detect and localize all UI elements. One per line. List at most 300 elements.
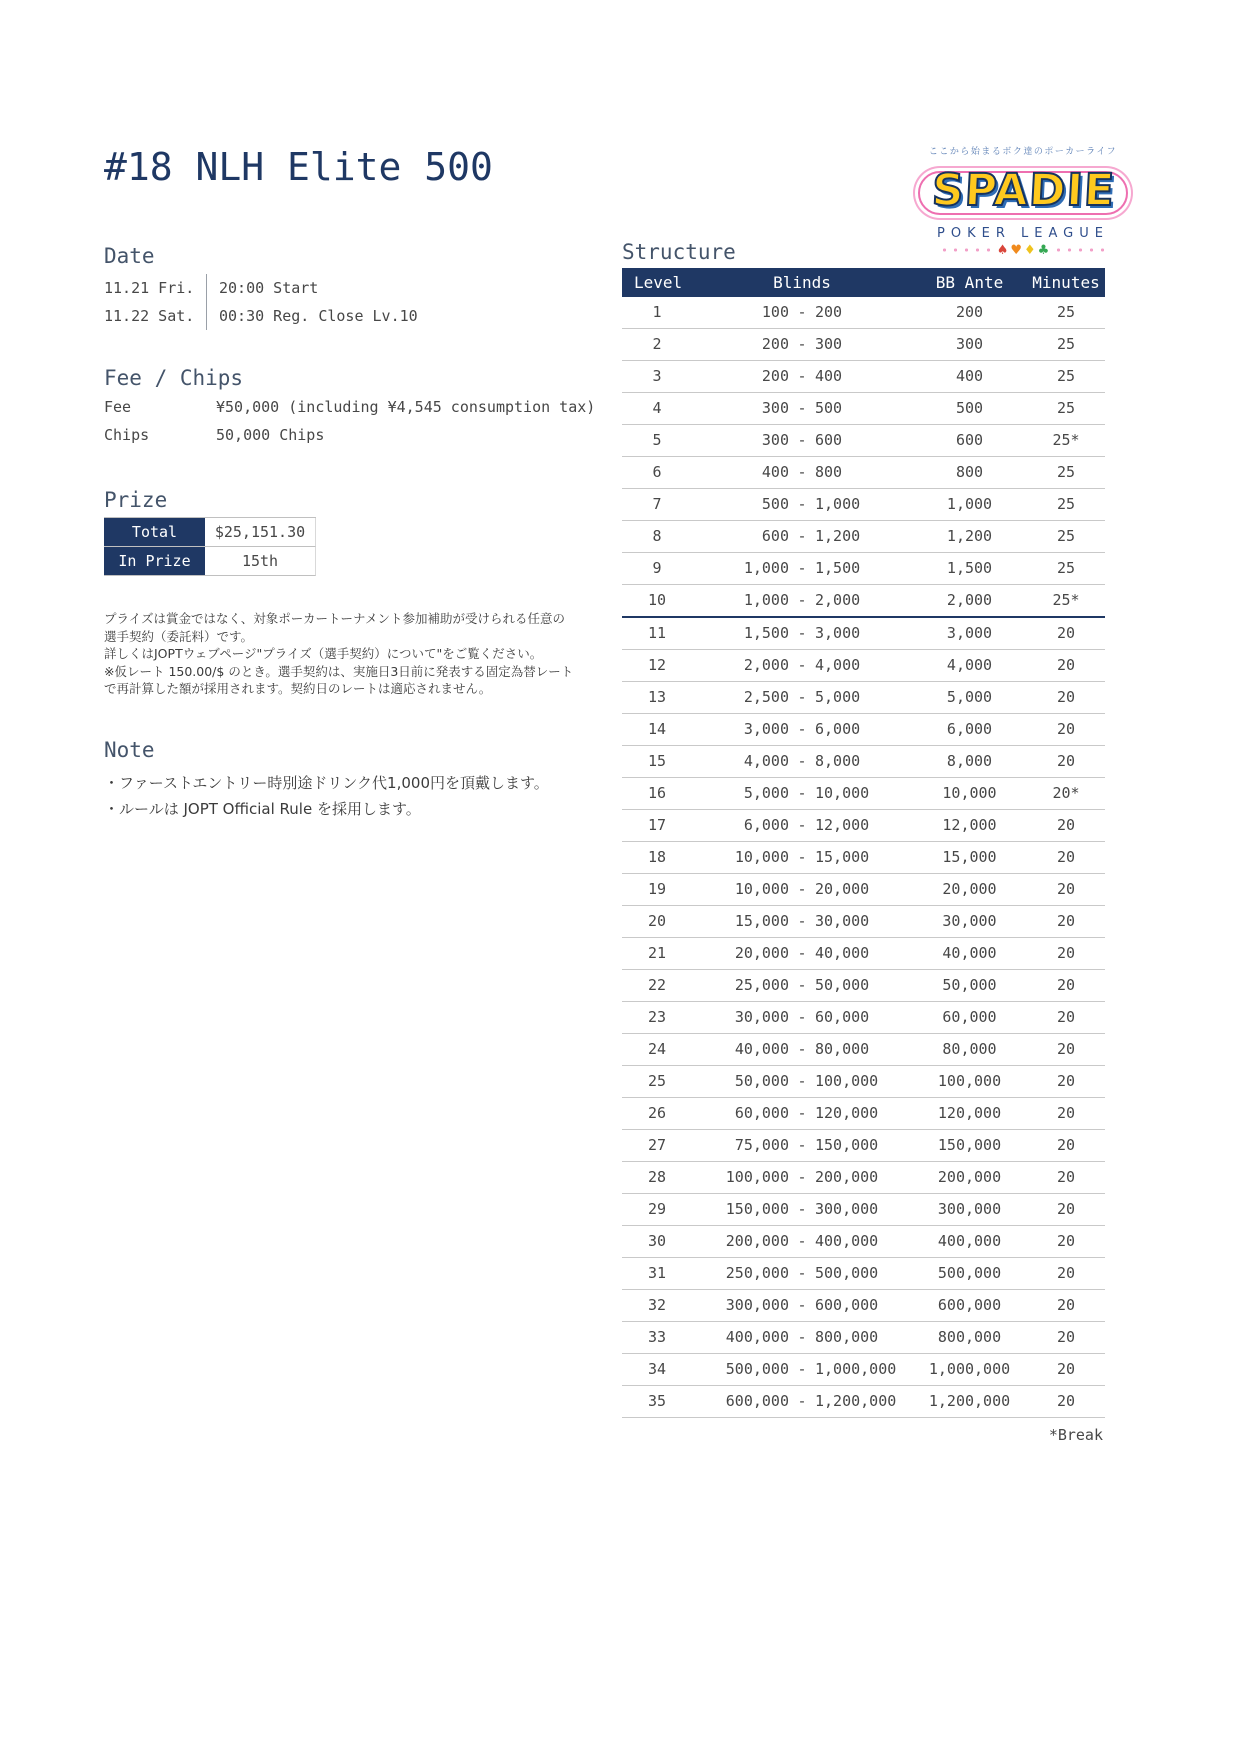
big-blind-value: 1,000: [815, 495, 861, 513]
level-cell: 18: [647, 848, 667, 866]
small-blind-value: 30,000: [734, 1008, 789, 1026]
bb-ante-cell: 1,200: [946, 527, 993, 545]
date-table: [104, 274, 418, 330]
blinds-cell: [692, 746, 912, 777]
bb-ante-cell: 60,000: [942, 1008, 997, 1026]
small-blind-value: 400: [761, 463, 789, 481]
blinds-cell: [692, 618, 912, 649]
note-list: [104, 770, 549, 822]
big-blind-value: 300: [815, 335, 843, 353]
blinds-cell: [692, 1226, 912, 1257]
date-section: [104, 244, 418, 330]
bb-ante-cell: 120,000: [937, 1104, 1002, 1122]
structure-row: [622, 906, 1105, 938]
level-cell: 11: [647, 624, 667, 642]
minutes-cell: 25: [1056, 335, 1076, 353]
minutes-cell: 20: [1056, 848, 1076, 866]
prize-section: [104, 488, 316, 576]
disclaimer-line: で再計算した額が採用されます。契約日のレートは適応されません。: [104, 681, 492, 696]
level-cell: 19: [647, 880, 667, 898]
level-cell: 3: [652, 367, 662, 385]
blinds-separator: -: [797, 912, 807, 930]
structure-row: [622, 970, 1105, 1002]
structure-row: [622, 1194, 1105, 1226]
bb-ante-cell: 1,500: [946, 559, 993, 577]
column-header-blinds: Blinds: [773, 273, 831, 292]
big-blind-value: 150,000: [815, 1136, 879, 1154]
big-blind-value: 500,000: [815, 1264, 879, 1282]
bb-ante-cell: 8,000: [946, 752, 993, 770]
level-cell: 25: [647, 1072, 667, 1090]
fee-row-label: Chips: [104, 426, 150, 444]
structure-row: [622, 1098, 1105, 1130]
minutes-cell: 20: [1056, 880, 1076, 898]
level-cell: 4: [652, 399, 662, 417]
level-cell: 23: [647, 1008, 667, 1026]
level-cell: 35: [647, 1392, 667, 1410]
blinds-cell: [692, 714, 912, 745]
bb-ante-cell: 1,000: [946, 495, 993, 513]
minutes-cell: 25: [1056, 495, 1076, 513]
structure-row: [622, 1066, 1105, 1098]
blinds-cell: [692, 1258, 912, 1289]
blinds-separator: -: [797, 880, 807, 898]
small-blind-value: 1,000: [743, 591, 789, 609]
small-blind-value: 100: [761, 303, 789, 321]
big-blind-value: 80,000: [815, 1040, 870, 1058]
blinds-separator: -: [797, 624, 807, 642]
disclaimer-line: ※仮レート 150.00/$ のとき。選手契約は、実施日3日前に発表する固定為替レート: [104, 663, 574, 679]
structure-row: [622, 1322, 1105, 1354]
fee-row: [104, 426, 595, 444]
blinds-separator: -: [797, 1264, 807, 1282]
minutes-cell: 20: [1056, 944, 1076, 962]
small-blind-value: 10,000: [734, 880, 789, 898]
small-blind-value: 600: [761, 527, 789, 545]
big-blind-value: 50,000: [815, 976, 870, 994]
bb-ante-cell: 4,000: [946, 656, 993, 674]
level-cell: 16: [647, 784, 667, 802]
level-cell: 9: [652, 559, 662, 577]
structure-table-body: [622, 297, 1105, 1418]
small-blind-value: 500,000: [725, 1360, 789, 1378]
blinds-separator: -: [797, 367, 807, 385]
structure-row: [622, 618, 1105, 650]
big-blind-value: 1,200,000: [815, 1392, 897, 1410]
small-blind-value: 25,000: [734, 976, 789, 994]
structure-row: [622, 1034, 1105, 1066]
bb-ante-cell: 150,000: [937, 1136, 1002, 1154]
prize-heading: Prize: [104, 488, 168, 512]
blinds-separator: -: [797, 1360, 807, 1378]
level-cell: 28: [647, 1168, 667, 1186]
small-blind-value: 200: [761, 367, 789, 385]
minutes-cell: 25: [1056, 559, 1076, 577]
minutes-cell: 20: [1056, 816, 1076, 834]
blinds-cell: [692, 938, 912, 969]
date-heading: Date: [104, 244, 155, 268]
structure-row: [622, 874, 1105, 906]
minutes-cell: 20: [1056, 1008, 1076, 1026]
level-cell: 33: [647, 1328, 667, 1346]
bb-ante-cell: 800,000: [937, 1328, 1002, 1346]
big-blind-value: 8,000: [815, 752, 861, 770]
minutes-cell: 20: [1056, 752, 1076, 770]
blinds-cell: [692, 1034, 912, 1065]
blinds-cell: [692, 1066, 912, 1097]
blinds-cell: [692, 1290, 912, 1321]
bb-ante-cell: 2,000: [946, 591, 993, 609]
blinds-cell: [692, 521, 912, 552]
minutes-cell: 20: [1056, 1232, 1076, 1250]
level-cell: 15: [647, 752, 667, 770]
structure-section: [622, 240, 1105, 1444]
bb-ante-cell: 1,000,000: [928, 1360, 1011, 1378]
small-blind-value: 1,000: [743, 559, 789, 577]
minutes-cell: 20: [1056, 912, 1076, 930]
big-blind-value: 1,500: [815, 559, 861, 577]
minutes-cell: 25*: [1052, 591, 1080, 609]
big-blind-value: 20,000: [815, 880, 870, 898]
structure-row: [622, 682, 1105, 714]
note-section: [104, 738, 549, 822]
blinds-separator: -: [797, 591, 807, 609]
blinds-separator: -: [797, 1200, 807, 1218]
minutes-cell: 20: [1056, 1264, 1076, 1282]
prize-row-value: $25,151.30: [205, 518, 316, 547]
blinds-separator: -: [797, 720, 807, 738]
small-blind-value: 75,000: [734, 1136, 789, 1154]
big-blind-value: 10,000: [815, 784, 870, 802]
small-blind-value: 60,000: [734, 1104, 789, 1122]
big-blind-value: 500: [815, 399, 843, 417]
structure-row: [622, 1002, 1105, 1034]
bb-ante-cell: 12,000: [942, 816, 997, 834]
structure-table-header: [622, 268, 1105, 297]
bb-ante-cell: 40,000: [942, 944, 997, 962]
big-blind-value: 1,200: [815, 527, 861, 545]
fee-row-label: Fee: [104, 398, 132, 416]
minutes-cell: 20: [1056, 1200, 1076, 1218]
structure-row: [622, 714, 1105, 746]
fee-chips-table: [104, 398, 595, 444]
big-blind-value: 120,000: [815, 1104, 879, 1122]
blinds-cell: [692, 842, 912, 873]
column-header-bb-ante: BB Ante: [935, 273, 1004, 292]
blinds-cell: [692, 425, 912, 456]
minutes-cell: 20: [1056, 688, 1076, 706]
big-blind-value: 400: [815, 367, 843, 385]
blinds-cell: [692, 1162, 912, 1193]
blinds-cell: [692, 553, 912, 584]
bb-ante-cell: 400,000: [937, 1232, 1002, 1250]
bb-ante-cell: 10,000: [942, 784, 997, 802]
small-blind-value: 300: [761, 399, 789, 417]
disclaimer-line: 詳しくはJOPTウェブページ"プライズ（選手契約）について"をご覧ください。: [104, 646, 543, 661]
small-blind-value: 150,000: [725, 1200, 789, 1218]
structure-row: [622, 585, 1105, 618]
small-blind-value: 200,000: [725, 1232, 789, 1250]
bb-ante-cell: 200,000: [937, 1168, 1002, 1186]
blinds-cell: [692, 650, 912, 681]
blinds-separator: -: [797, 848, 807, 866]
logo-brand-text: SPADIE: [930, 165, 1116, 216]
bb-ante-cell: 500,000: [937, 1264, 1002, 1282]
blinds-separator: -: [797, 784, 807, 802]
logo-tagline: ここから始まるボク達のポーカーライフ: [928, 147, 1118, 157]
bb-ante-cell: 3,000: [946, 624, 993, 642]
structure-table: [622, 268, 1105, 1418]
blinds-separator: -: [797, 688, 807, 706]
bb-ante-cell: 50,000: [942, 976, 997, 994]
bb-ante-cell: 6,000: [946, 720, 993, 738]
blinds-cell: [692, 778, 912, 809]
minutes-cell: 20: [1056, 1360, 1076, 1378]
structure-row: [622, 1226, 1105, 1258]
blinds-separator: -: [797, 752, 807, 770]
diamond-icon: ♦: [1024, 243, 1036, 258]
big-blind-value: 1,000,000: [815, 1360, 897, 1378]
minutes-cell: 20: [1056, 1168, 1076, 1186]
structure-row: [622, 393, 1105, 425]
blinds-cell: [692, 1386, 912, 1417]
level-cell: 30: [647, 1232, 667, 1250]
blinds-separator: -: [797, 1072, 807, 1090]
level-cell: 29: [647, 1200, 667, 1218]
small-blind-value: 200: [761, 335, 789, 353]
minutes-cell: 20*: [1052, 784, 1080, 802]
blinds-separator: -: [797, 1136, 807, 1154]
prize-row-value: 15th: [205, 547, 316, 576]
structure-row: [622, 938, 1105, 970]
small-blind-value: 20,000: [734, 944, 789, 962]
blinds-cell: [692, 970, 912, 1001]
level-cell: 17: [647, 816, 667, 834]
level-cell: 32: [647, 1296, 667, 1314]
structure-row: [622, 1162, 1105, 1194]
small-blind-value: 3,000: [743, 720, 789, 738]
logo-mark: [912, 159, 1134, 223]
minutes-cell: 20: [1056, 656, 1076, 674]
minutes-cell: 20: [1056, 1328, 1076, 1346]
blinds-separator: -: [797, 1008, 807, 1026]
blinds-separator: -: [797, 976, 807, 994]
blinds-cell: [692, 1322, 912, 1353]
minutes-cell: 20: [1056, 624, 1076, 642]
structure-row: [622, 810, 1105, 842]
level-cell: 2: [652, 335, 662, 353]
bb-ante-cell: 15,000: [942, 848, 997, 866]
big-blind-value: 800: [815, 463, 843, 481]
blinds-cell: [692, 1002, 912, 1033]
big-blind-value: 200,000: [815, 1168, 879, 1186]
level-cell: 24: [647, 1040, 667, 1058]
date-event: 20:00 Start: [206, 274, 418, 302]
disclaimer-line: 選手契約（委託料）です。: [104, 628, 254, 644]
minutes-cell: 20: [1056, 1072, 1076, 1090]
structure-row: [622, 425, 1105, 457]
big-blind-value: 3,000: [815, 624, 861, 642]
big-blind-value: 600,000: [815, 1296, 879, 1314]
blinds-cell: [692, 1130, 912, 1161]
level-cell: 14: [647, 720, 667, 738]
spade-icon: ♠: [996, 243, 1009, 258]
level-cell: 12: [647, 656, 667, 674]
small-blind-value: 1,500: [743, 624, 789, 642]
small-blind-value: 300,000: [725, 1296, 789, 1314]
level-cell: 5: [652, 431, 662, 449]
minutes-cell: 25*: [1052, 431, 1080, 449]
small-blind-value: 2,500: [743, 688, 789, 706]
note-heading: Note: [104, 738, 155, 762]
fee-chips-heading: Fee / Chips: [104, 366, 244, 390]
small-blind-value: 100,000: [725, 1168, 789, 1186]
break-footnote: *Break: [1048, 1426, 1103, 1444]
blinds-separator: -: [797, 1232, 807, 1250]
big-blind-value: 400,000: [815, 1232, 879, 1250]
big-blind-value: 100,000: [815, 1072, 879, 1090]
blinds-separator: -: [797, 1168, 807, 1186]
small-blind-value: 500: [761, 495, 789, 513]
big-blind-value: 6,000: [815, 720, 861, 738]
bb-ante-cell: 200: [955, 303, 984, 321]
minutes-cell: 20: [1056, 1104, 1076, 1122]
date-event: 00:30 Reg. Close Lv.10: [206, 302, 418, 330]
blinds-separator: -: [797, 431, 807, 449]
small-blind-value: 5,000: [743, 784, 789, 802]
blinds-separator: -: [797, 816, 807, 834]
blinds-separator: -: [797, 335, 807, 353]
minutes-cell: 25: [1056, 527, 1076, 545]
small-blind-value: 2,000: [743, 656, 789, 674]
date-value: 11.22 Sat.: [104, 307, 195, 325]
big-blind-value: 4,000: [815, 656, 861, 674]
blinds-separator: -: [797, 559, 807, 577]
minutes-cell: 20: [1056, 976, 1076, 994]
minutes-cell: 20: [1056, 1392, 1076, 1410]
minutes-cell: 25: [1056, 303, 1076, 321]
level-cell: 21: [647, 944, 667, 962]
big-blind-value: 12,000: [815, 816, 870, 834]
bb-ante-cell: 20,000: [942, 880, 997, 898]
blinds-separator: -: [797, 463, 807, 481]
level-cell: 22: [647, 976, 667, 994]
level-cell: 10: [647, 591, 667, 609]
heart-icon: ♥: [1010, 243, 1022, 258]
big-blind-value: 30,000: [815, 912, 870, 930]
club-icon: ♣: [1037, 243, 1050, 258]
minutes-cell: 25: [1056, 399, 1076, 417]
blinds-separator: -: [797, 944, 807, 962]
column-header-level: Level: [634, 273, 683, 292]
level-cell: 8: [652, 527, 662, 545]
blinds-separator: -: [797, 656, 807, 674]
minutes-cell: 20: [1056, 720, 1076, 738]
blinds-separator: -: [797, 1104, 807, 1122]
blinds-cell: [692, 297, 912, 328]
prize-row-label: Total: [104, 518, 205, 547]
note-item: ・ファーストエントリー時別途ドリンク代1,000円を頂戴します。: [104, 774, 549, 792]
page-title: #18 NLH Elite 500: [104, 145, 493, 189]
big-blind-value: 2,000: [815, 591, 861, 609]
small-blind-value: 10,000: [734, 848, 789, 866]
prize-table: [104, 517, 316, 576]
structure-row: [622, 842, 1105, 874]
blinds-cell: [692, 874, 912, 905]
minutes-cell: 25: [1056, 463, 1076, 481]
big-blind-value: 15,000: [815, 848, 870, 866]
blinds-cell: [692, 361, 912, 392]
small-blind-value: 250,000: [725, 1264, 789, 1282]
fee-row-value: 50,000 Chips: [216, 426, 325, 444]
blinds-separator: -: [797, 527, 807, 545]
structure-row: [622, 1258, 1105, 1290]
small-blind-value: 400,000: [725, 1328, 789, 1346]
structure-row: [622, 361, 1105, 393]
structure-heading: Structure: [622, 240, 736, 264]
bb-ante-cell: 800: [955, 463, 984, 481]
minutes-cell: 20: [1056, 1040, 1076, 1058]
blinds-separator: -: [797, 495, 807, 513]
small-blind-value: 6,000: [743, 816, 789, 834]
bb-ante-cell: 600,000: [937, 1296, 1002, 1314]
bb-ante-cell: 5,000: [946, 688, 993, 706]
structure-row: [622, 1130, 1105, 1162]
blinds-separator: -: [797, 399, 807, 417]
structure-row: [622, 553, 1105, 585]
structure-row: [622, 1290, 1105, 1322]
minutes-cell: 20: [1056, 1296, 1076, 1314]
blinds-cell: [692, 1098, 912, 1129]
date-value: 11.21 Fri.: [104, 279, 195, 297]
bb-ante-cell: 1,200,000: [928, 1392, 1011, 1410]
blinds-separator: -: [797, 1328, 807, 1346]
small-blind-value: 4,000: [743, 752, 789, 770]
big-blind-value: 60,000: [815, 1008, 870, 1026]
structure-row: [622, 521, 1105, 553]
blinds-cell: [692, 489, 912, 520]
bb-ante-cell: 300: [955, 335, 984, 353]
level-cell: 20: [647, 912, 667, 930]
big-blind-value: 800,000: [815, 1328, 879, 1346]
blinds-cell: [692, 329, 912, 360]
structure-row: [622, 489, 1105, 521]
level-cell: 31: [647, 1264, 667, 1282]
note-item: ・ルールは JOPT Official Rule を採用します。: [104, 800, 421, 818]
level-cell: 26: [647, 1104, 667, 1122]
structure-row: [622, 297, 1105, 329]
structure-row: [622, 457, 1105, 489]
blinds-separator: -: [797, 303, 807, 321]
blinds-cell: [692, 585, 912, 616]
small-blind-value: 40,000: [734, 1040, 789, 1058]
small-blind-value: 15,000: [734, 912, 789, 930]
fee-chips-section: [104, 366, 595, 454]
structure-row: [622, 1386, 1105, 1418]
blinds-cell: [692, 810, 912, 841]
blinds-cell: [692, 1194, 912, 1225]
blinds-separator: -: [797, 1296, 807, 1314]
blinds-separator: -: [797, 1392, 807, 1410]
level-cell: 7: [652, 495, 662, 513]
structure-row: [622, 1354, 1105, 1386]
level-cell: 1: [652, 303, 662, 321]
small-blind-value: 50,000: [734, 1072, 789, 1090]
column-header-minutes: Minutes: [1032, 273, 1100, 292]
minutes-cell: 20: [1056, 1136, 1076, 1154]
small-blind-value: 600,000: [725, 1392, 789, 1410]
structure-row: [622, 329, 1105, 361]
